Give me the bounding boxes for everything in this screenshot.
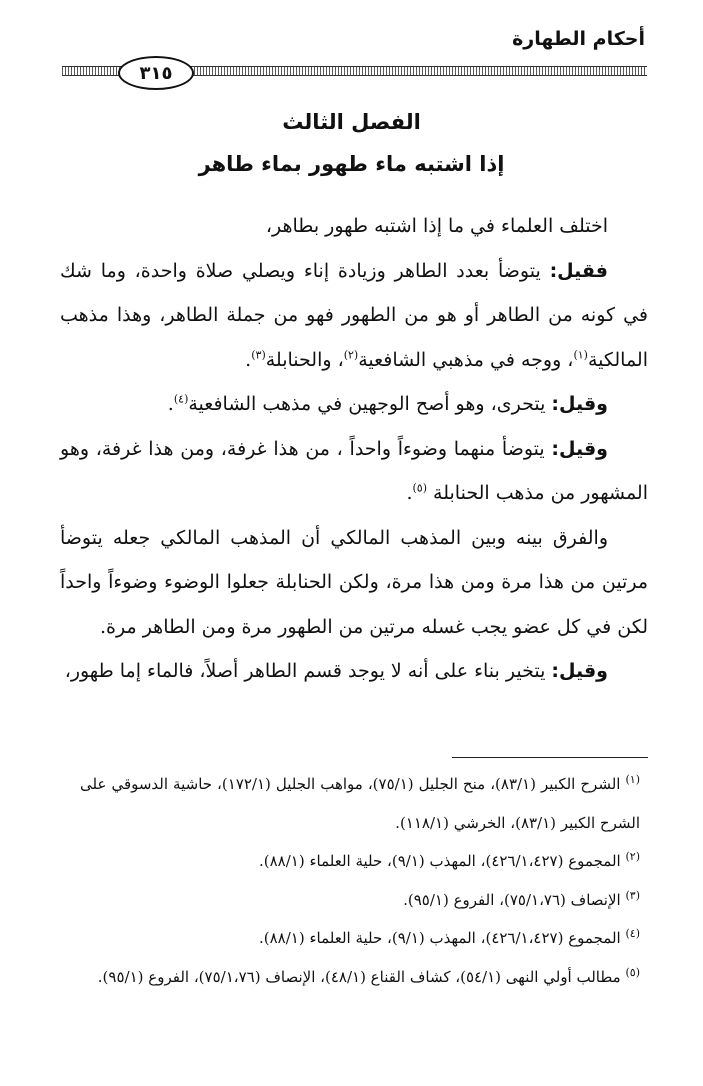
chapter-subtitle: إذا اشتبه ماء طهور بماء طاهر [198,152,505,176]
paragraph-text: يتوضأ بعدد الطاهر وزيادة إناء ويصلي صلاة واحدة، وما شك في كونه من الطاهر أو هو من الطهور فهو من جملة الطاهر، وهذا مذهب المالكية [60,259,648,371]
opinion-lead: وقيل: [551,437,608,460]
footnote-text: مطالب أولي النهى (٥٤/١)، كشاف القناع (٤٨/١)، الإنصاف (٧٥/١،٧٦)، الفروع (٩٥/١). [97,967,621,986]
footnote-ref[interactable]: (١) [573,348,588,362]
footnote-mark: (٣) [625,888,640,902]
footnote-divider [452,757,648,758]
footnotes [80,765,640,996]
footnote-mark: (٤) [625,927,640,940]
footnote-5 [80,958,640,997]
paragraph-difference: والفرق بينه وبين المذهب المالكي أن المذهب المالكي جعله يتوضأ مرتين من هذا مرة ومن هذا مرة، ولكن الحنابلة جعلوا الوضوء وضوءاً واحداً لكن في كل عضو يجب غسله مرتين من الطهور مرة ومن الطاهر مرة. [60,526,648,638]
footnote-4 [80,919,640,958]
paragraph-text: . [245,348,252,371]
footnote-text: الشرح الكبير (٨٣/١)، منح الجليل (٧٥/١)، مواهب الجليل (١٧٢/١)، حاشية الدسوقي على الشرح الكبير (٨٣/١)، الخرشي (١١٨/١). [80,775,640,832]
footnote-3 [80,881,640,920]
chapter-title: الفصل الثالث [282,110,421,134]
footnote-text: المجموع (٤٢٦/١،٤٢٧)، المهذب (٩/١)، حلية العلماء (٨٨/١). [258,929,621,947]
footnote-ref[interactable]: (٥) [412,481,427,495]
paragraph-text: . [406,482,413,504]
footnote-1 [80,765,640,842]
footnote-mark: (١) [625,773,640,786]
page-number: ٣١٥ [118,56,194,90]
paragraph-opinion-3 [60,427,648,516]
paragraph-intro: اختلف العلماء في ما إذا اشتبه طهور بطاهر، [265,215,608,237]
footnote-text: الإنصاف (٧٥/١،٧٦)، الفروع (٩٥/١). [403,890,621,909]
opinion-lead: وقيل: [551,660,608,682]
paragraph-opinion-4 [60,649,648,694]
opinion-lead: فقيل: [549,259,608,282]
footnote-ref[interactable]: (٤) [173,392,189,406]
running-title: أحكام الطهارة [512,28,645,50]
footnote-2 [80,842,640,881]
footnote-ref[interactable]: (٣) [251,348,266,362]
paragraph-text: يتحرى، وهو أصح الوجهين في مذهب الشافعية [188,393,546,415]
paragraph-text: يتوضأ منهما وضوءاً واحداً ، من هذا غرفة، ومن هذا غرفة، وهو المشهور من مذهب الحنابلة [60,437,648,504]
footnote-ref[interactable]: (٢) [343,348,359,362]
paragraph-text: يتخير بناء على أنه لا يوجد قسم الطاهر أصلاً، فالماء إما طهور، [64,660,546,682]
footnote-mark: (٢) [625,850,640,863]
opinion-lead: وقيل: [551,393,608,415]
body-text [60,204,648,694]
paragraph-text: ، والحنابلة [265,348,344,371]
footnote-mark: (٥) [625,965,640,979]
footnote-text: المجموع (٤٢٦/١،٤٢٧)، المهذب (٩/١)، حلية العلماء (٨٨/١). [258,852,621,870]
paragraph-opinion-1 [60,249,648,383]
paragraph-text: . [167,393,174,415]
paragraph-opinion-2 [60,382,648,427]
paragraph-text: ، ووجه في مذهبي الشافعية [358,348,574,371]
